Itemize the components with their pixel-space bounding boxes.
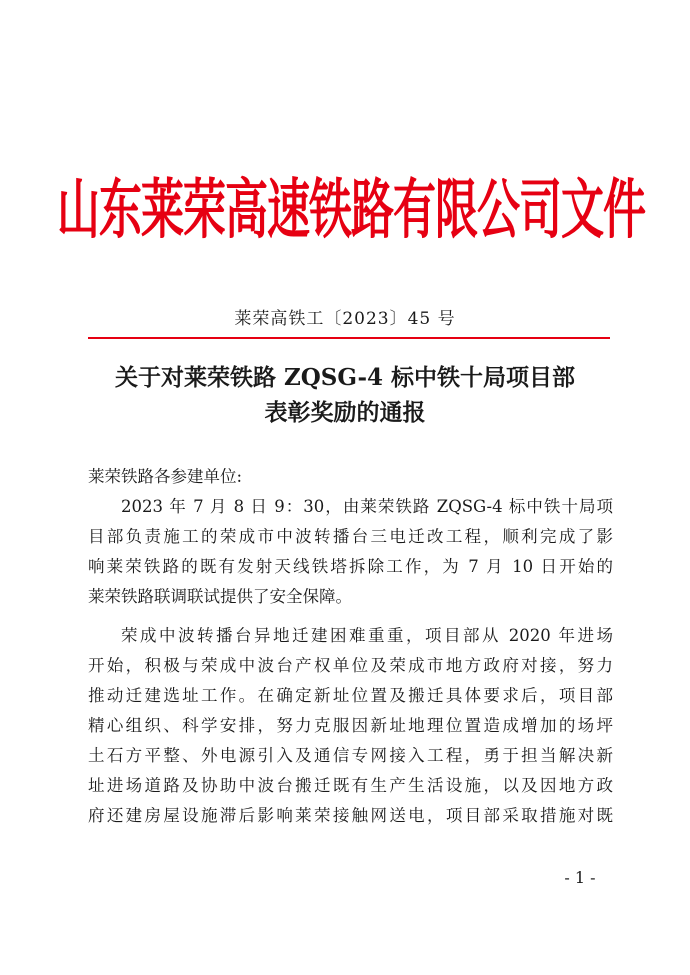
document-body [88,462,613,831]
salutation: 莱荣铁路各参建单位: [88,467,243,486]
paragraph-line: 开始，积极与荣成中波台产权单位及荣成市地方政府对接，努力 [88,656,613,675]
red-divider-line [88,337,610,339]
notice-title-line-2: 表彰奖励的通报 [264,399,426,426]
paragraph-line: 2023 年 7 月 8 日 9：30，由莱荣铁路 ZQSG-4 标中铁十局项 [121,497,613,516]
paragraph-2 [88,621,613,831]
paragraph-line: 精心组织、科学安排，努力克服因新址地理位置造成增加的场坪 [88,716,613,735]
paragraph-line: 目部负责施工的荣成市中波转播台三电迁改工程，顺利完成了影 [88,527,613,546]
paragraph-line: 府还建房屋设施滞后影响莱荣接触网送电，项目部采取措施对既 [88,806,613,825]
paragraph-line: 土石方平整、外电源引入及通信专网接入工程，勇于担当解决新 [88,746,613,765]
notice-title [0,360,690,430]
masthead [57,160,645,250]
page-number: - 1 - [564,868,596,887]
paragraph-line: 莱荣铁路联调联试提供了安全保障。 [88,587,352,606]
masthead-title: 山东莱荣高速铁路有限公司文件 [57,172,645,248]
paragraph-1 [88,492,613,612]
paragraph-line: 推动迁建选址工作。在确定新址位置及搬迁具体要求后，项目部 [88,686,613,705]
paragraph-line: 荣成中波转播台异地迁建困难重重，项目部从 2020 年进场 [121,626,613,645]
notice-title-line-1: 关于对莱荣铁路 ZQSG-4 标中铁十局项目部 [114,364,576,391]
document-number: 莱荣高铁工〔2023〕45 号 [234,309,456,329]
paragraph-line: 响莱荣铁路的既有发射天线铁塔拆除工作，为 7 月 10 日开始的 [88,557,613,576]
paragraph-line: 址进场道路及协助中波台搬迁既有生产生活设施，以及因地方政 [88,776,613,795]
